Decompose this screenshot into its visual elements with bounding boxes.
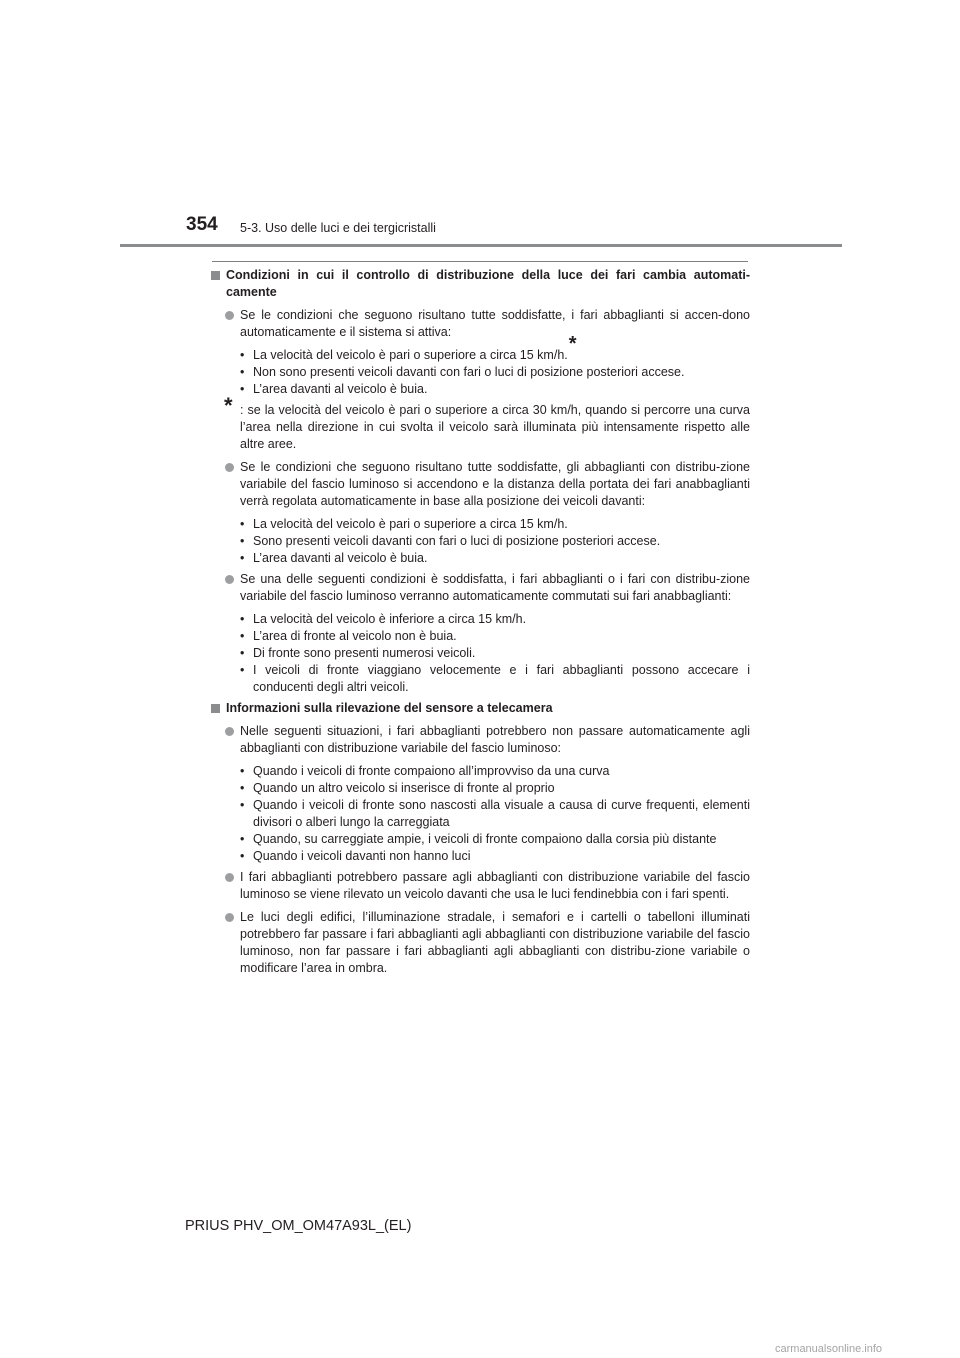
section-title: 5-3. Uso delle luci e dei tergicristalli	[240, 221, 436, 235]
list-item: • Quando i veicoli di fronte compaiono all’improvviso da una curva	[240, 764, 610, 778]
condition-list	[210, 516, 750, 567]
paragraph-text: Le luci degli edifici, l’illuminazione stradale, i semafori e i cartelli o tabelloni illuminati potrebbero far passare i fari abbaglianti agli abbaglianti con distribuzione variabile del fascio luminoso, non far passare i fari abbaglianti agli abbaglianti con distribu-zione variabile o modificare l’area in ombra.	[240, 910, 750, 975]
footnote	[210, 393, 750, 453]
circle-bullet-icon	[225, 575, 234, 584]
list-item: • La velocità del veicolo è pari o superiore a circa 15 km/h.	[240, 517, 568, 531]
list-item: • L’area di fronte al veicolo non è buia.	[240, 629, 457, 643]
list-item: • Sono presenti veicoli davanti con fari o luci di posizione posteriori accese.	[240, 534, 661, 548]
paragraph	[210, 307, 750, 341]
paragraph	[210, 869, 750, 903]
footnote-text: : se la velocità del veicolo è pari o superiore a circa 30 km/h, quando si percorre una curva l’area nella direzione in cui svolta il veicolo sarà illuminata più intensamente rispetto alle altre aree.	[240, 403, 750, 451]
page-number: 354	[186, 214, 218, 235]
section-heading-text: Informazioni sulla rilevazione del sensore a telecamera	[226, 701, 553, 715]
circle-bullet-icon	[225, 727, 234, 736]
condition-list	[210, 611, 750, 696]
list-item: • La velocità del veicolo è pari o superiore a circa 15 km/h.*	[240, 332, 577, 362]
list-item: • I veicoli di fronte viaggiano velocemente e i fari abbaglianti possono accecare i conducenti degli altri veicoli.	[240, 663, 750, 694]
circle-bullet-icon	[225, 913, 234, 922]
section-heading	[210, 700, 750, 717]
paragraph-text: I fari abbaglianti potrebbero passare agli abbaglianti con distribuzione variabile del fascio luminoso se viene rilevato un veicolo davanti che usa le luci fendinebbia con i fari spenti.	[240, 870, 750, 901]
paragraph-text: Se una delle seguenti condizioni è soddisfatta, i fari abbaglianti o i fari con distribu-zione variabile del fascio luminoso verranno automaticamente commutati sui fari anabbaglianti:	[240, 572, 750, 603]
list-item: • Quando i veicoli di fronte sono nascosti alla visuale a causa di curve frequenti, elementi divisori o alberi lungo la carreggiata	[240, 798, 750, 829]
circle-bullet-icon	[225, 873, 234, 882]
condition-list	[210, 332, 750, 398]
list-item: • Di fronte sono presenti numerosi veicoli.	[240, 646, 476, 660]
list-item: • Quando, su carreggiate ampie, i veicoli di fronte compaiono dalla corsia più distante	[240, 832, 717, 846]
square-bullet-icon	[211, 271, 220, 280]
square-bullet-icon	[211, 704, 220, 713]
list-item: • La velocità del veicolo è inferiore a circa 15 km/h.	[240, 612, 527, 626]
circle-bullet-icon	[225, 311, 234, 320]
circle-bullet-icon	[225, 463, 234, 472]
asterisk-mark: *	[568, 332, 577, 355]
watermark: carmanualsonline.info	[775, 1343, 883, 1355]
paragraph	[210, 459, 750, 510]
paragraph-text: Se le condizioni che seguono risultano tutte soddisfatte, i fari abbaglianti si accen-dono automaticamente e il sistema si attiva:	[240, 308, 750, 339]
page-content	[210, 267, 750, 983]
paragraph	[210, 723, 750, 757]
paragraph-text: Se le condizioni che seguono risultano tutte soddisfatte, gli abbaglianti con distribu-zione variabile del fascio luminoso si accendono e la distanza della portata dei fari anabbaglianti verrà regolata automaticamente in base alla posizione dei veicoli davanti:	[240, 460, 750, 508]
list-item: • L’area davanti al veicolo è buia.	[240, 551, 428, 565]
section-heading-text: Condizioni in cui il controllo di distribuzione della luce dei fari cambia automati-camente	[226, 268, 750, 299]
section-heading	[210, 267, 750, 301]
section-divider	[212, 261, 748, 262]
header-rule	[120, 244, 842, 247]
paragraph-text: Nelle seguenti situazioni, i fari abbaglianti potrebbero non passare automaticamente agli abbaglianti con distribuzione variabile del fascio luminoso:	[240, 724, 750, 755]
situation-list	[210, 763, 750, 865]
list-item: • L’area davanti al veicolo è buia.	[240, 382, 428, 396]
footnote-asterisk: *	[224, 393, 233, 418]
paragraph	[210, 909, 750, 977]
list-item: • Quando i veicoli davanti non hanno luci	[240, 849, 471, 863]
document-id: PRIUS PHV_OM_OM47A93L_(EL)	[185, 1218, 412, 1234]
list-item: • Non sono presenti veicoli davanti con fari o luci di posizione posteriori accese.	[240, 365, 685, 379]
paragraph	[210, 571, 750, 605]
list-item: • Quando un altro veicolo si inserisce di fronte al proprio	[240, 781, 555, 795]
